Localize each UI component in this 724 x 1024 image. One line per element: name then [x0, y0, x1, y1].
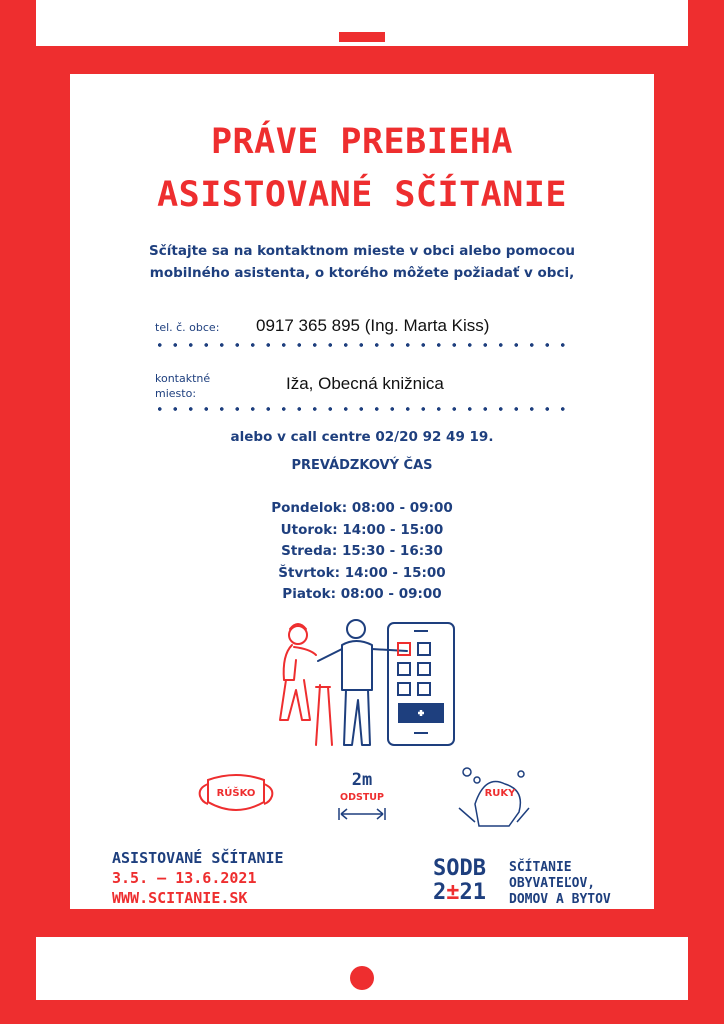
frame-bottom: [0, 1000, 724, 1024]
call-centre-text: alebo v call centre 02/20 92 49 19.: [230, 429, 494, 445]
logo-line1: SČÍTANIE: [509, 860, 572, 875]
smartphone-icon: [388, 623, 454, 745]
logo-year-mid: ±: [446, 880, 460, 905]
distance-label: ODSTUP: [340, 792, 384, 803]
top-notch: [339, 32, 385, 42]
hours-title: PREVÁDZKOVÝ ČAS: [291, 458, 433, 473]
mask-label: RÚŠKO: [216, 788, 256, 799]
heading-line2: ASISTOVANÉ SČÍTANIE: [157, 175, 567, 215]
bottom-circle: [350, 966, 374, 990]
contact-label-2: miesto:: [155, 387, 197, 400]
hands-label: RUKY: [484, 788, 516, 799]
arrow-both-icon: [337, 806, 387, 822]
distance-value: 2m: [351, 770, 373, 790]
intro-line2: mobilného asistenta, o ktorého môžete požiadať v obci,: [149, 265, 575, 281]
hours-thursday: Štvrtok: 14:00 - 15:00: [278, 564, 446, 581]
elderly-person-icon: [280, 624, 332, 745]
logo-year-right: 21: [459, 880, 486, 905]
hours-tuesday: Utorok: 14:00 - 15:00: [280, 521, 444, 538]
hours-wednesday: Streda: 15:30 - 16:30: [281, 543, 443, 559]
contact-value: Iža, Obecná knižnica: [286, 374, 444, 393]
logo-year: [433, 880, 486, 905]
phone-label: tel. č. obce:: [155, 321, 220, 334]
footer-title: ASISTOVANÉ SČÍTANIE: [112, 849, 284, 867]
hours-list: [0, 500, 724, 608]
contact-dotted-line: [152, 407, 572, 411]
logo-year-left: 2: [433, 880, 447, 905]
intro-line1: Sčítajte sa na kontaktnom mieste v obci alebo pomocou: [149, 243, 575, 259]
assistant-illustration: [268, 615, 468, 755]
contact-label-1: kontaktné: [155, 372, 211, 385]
footer-dates: 3.5. – 13.6.2021: [112, 869, 257, 887]
frame-inner-bottom: [36, 909, 688, 937]
logo-line2: OBYVATEĽOV,: [509, 876, 596, 891]
hours-friday: Piatok: 08:00 - 09:00: [282, 586, 442, 602]
frame-inner-top: [36, 46, 688, 74]
heading-line1: PRÁVE PREBIEHA: [210, 122, 513, 162]
phone-dotted-line: [152, 343, 572, 347]
phone-value: 0917 365 895 (Ing. Marta Kiss): [256, 316, 490, 335]
logo-sodb: SODB: [433, 856, 486, 881]
footer-url: WWW.SCITANIE.SK: [112, 889, 248, 907]
logo-line3: DOMOV A BYTOV: [509, 892, 611, 907]
hours-monday: Pondelok: 08:00 - 09:00: [271, 500, 453, 516]
